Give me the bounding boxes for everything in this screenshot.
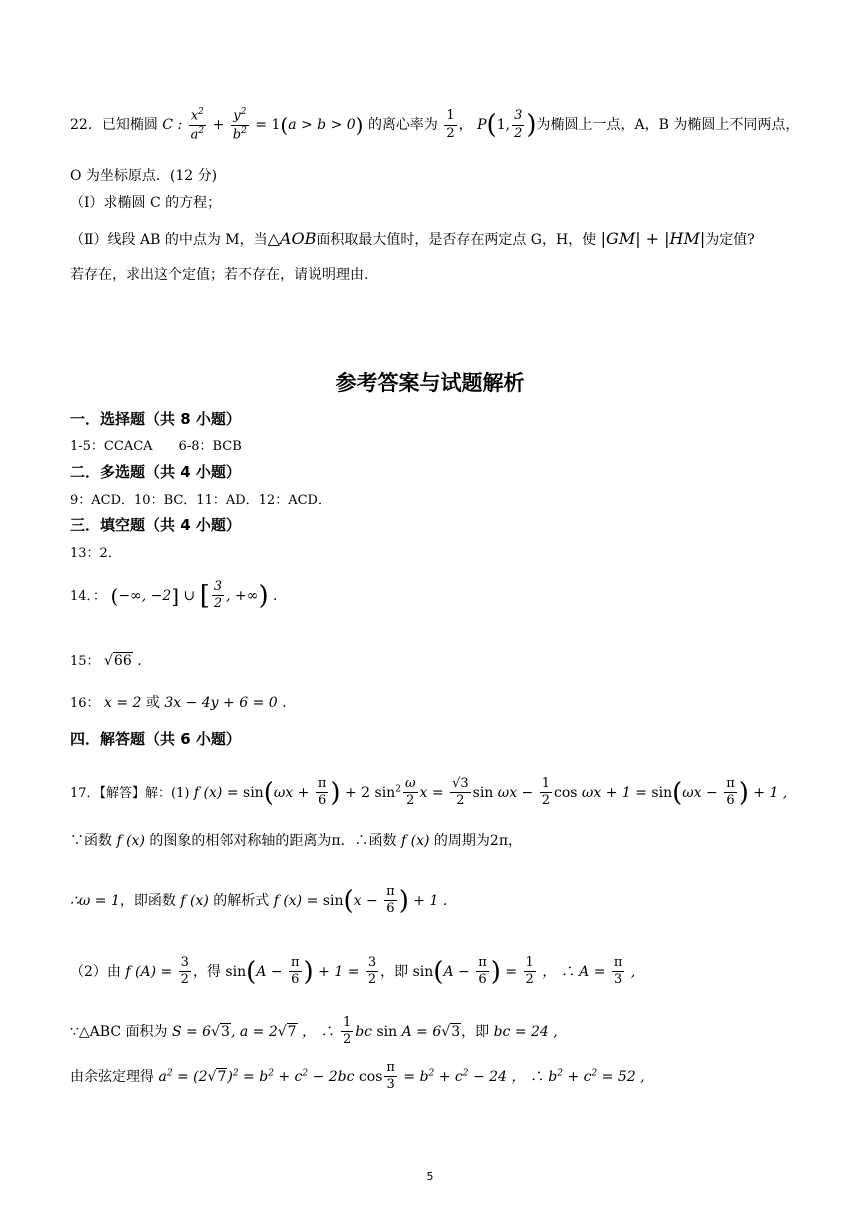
s17-expr5b: bc = 24 ,	[493, 1023, 558, 1040]
answer-14	[70, 580, 278, 612]
sec1-heading: 一．选择题（共 8 小题）	[70, 410, 241, 428]
answer-15-expr: √66 .	[104, 653, 142, 669]
q22-line1	[70, 108, 799, 142]
fx-2: f (x)	[401, 833, 430, 849]
s17-expr6: $a^2 = (2√7)^2 = b^2 + c^2 - 2bc$ cos $\frac{\pi}{3}$ = $b^2 + c^2 - 24$ ， ∴ $b^2 + c^2 = 52$ ,	[158, 1060, 645, 1093]
s17-l2-text-c: ．∴函数	[340, 833, 397, 849]
s17-l3-text-a: ，即函数	[119, 892, 176, 909]
q22-part2	[70, 231, 755, 247]
s17-line5	[70, 1016, 558, 1048]
q22-part2-text-c: 为定值?	[705, 232, 755, 248]
s17-l2-text-d: 的周期为	[433, 833, 490, 849]
q22-text2: 的离心率为	[367, 117, 438, 134]
q22-text4: 为椭圆上一点，	[536, 117, 635, 134]
s17-l4-text-b: ，得	[192, 963, 221, 980]
answer-15	[70, 654, 142, 668]
q22-part1: （Ⅰ）求椭圆 C 的方程；	[70, 195, 222, 211]
answer-15-label: 15：	[70, 654, 100, 669]
q22-number: 22．	[70, 117, 102, 134]
fa-eq: f (A) = $\frac{3}{2}$	[125, 955, 189, 988]
s17-expr5a: S = 6√3, a = 2√7 ， ∴ $\frac{1}{2}$ bc sin A = 6√3	[171, 1015, 461, 1048]
sec3-heading: 三．填空题（共 4 小题）	[70, 516, 241, 534]
answer-14-expr: (−∞, −2] ∪ [ $\frac{3}{2}$ , +∞) .	[110, 579, 278, 612]
q22-part2-text-b: 面积取最大值时，是否存在两定点 G，H，使	[316, 232, 597, 248]
pi-1: π	[331, 833, 341, 849]
s17-label: 17．【解答】解：(1)	[70, 785, 190, 801]
sec2-answers: 9：ACD．10：BC．11：AD．12：ACD．	[70, 493, 331, 508]
answer-16-expr-b: 3x − 4y + 6 = 0 .	[164, 695, 287, 711]
gm-hm-sum: |GM| + |HM|	[600, 229, 706, 248]
s17-l2-text-b: 的图象的相邻对称轴的距离为	[149, 833, 332, 849]
triangle-aob: △AOB	[267, 229, 317, 248]
s17-l5-text-b: ，即	[461, 1023, 490, 1040]
omega-eq: ∴ω = 1	[70, 892, 120, 909]
s17-l3-text-b: 的解析式	[213, 892, 270, 909]
fx-3: f (x)	[180, 892, 209, 909]
s17-l4-text-c: ，即	[380, 963, 409, 980]
sec4-heading: 四．解答题（共 6 小题）	[70, 730, 241, 748]
q22-text1: 已知椭圆	[101, 117, 158, 134]
answer-16-or: 或	[145, 695, 160, 711]
ellipse-equation: C : $\frac{x^2}{a^2}$ + $\frac{y^2}{b^2}$ = 1(a > b > 0)	[162, 107, 364, 142]
answer-title: 参考答案与试题解析	[335, 371, 525, 395]
s17-l4-text-a: （2）由	[70, 963, 121, 980]
s17-l2-text-a: ∵函数	[70, 833, 112, 849]
answer-16-label: 16：	[70, 696, 100, 711]
answer-16	[70, 696, 287, 710]
page-number: 5	[426, 1170, 434, 1183]
q22-text5: A，B 为椭圆上不同两点，	[634, 117, 800, 134]
s17-line3	[70, 885, 447, 917]
point-p: P(1, $\frac{3}{2}$ )	[477, 108, 537, 141]
fx-1: f (x)	[116, 833, 145, 849]
s17-line4	[70, 956, 635, 988]
q22-line2: O 为坐标原点．(12 分)	[70, 168, 218, 184]
s17-line6	[70, 1061, 645, 1093]
eccentricity-fraction: $\frac{1}{2}$	[446, 108, 455, 141]
q22-comma: ，	[458, 117, 473, 134]
q22-part2-text-a: （Ⅱ）线段 AB 的中点为 M，当	[70, 232, 268, 248]
q22-line5: 若存在，求出这个定值；若不存在，请说明理由.	[70, 267, 369, 283]
sec1-answers: 1-5：CCACA 6-8：BCB	[70, 439, 242, 454]
answer-14-label: 14．：	[70, 588, 107, 604]
s17-l6-text-a: 由余弦定理得	[70, 1068, 154, 1085]
two-pi: 2π	[489, 833, 509, 849]
answer-16-expr-a: x = 2	[104, 695, 142, 711]
s17-expr3: f (x) = sin(x − $\frac{\pi}{6}$ ) + 1 .	[273, 884, 448, 917]
sec2-heading: 二．多选题（共 4 小题）	[70, 463, 241, 481]
s17-expr4b: sin(A − $\frac{\pi}{6}$ ) = $\frac{1}{2}$ ， ∴ A = $\frac{\pi}{3}$ ,	[412, 955, 636, 988]
s17-line2: ∵函数 f (x) 的图象的相邻对称轴的距离为π．∴函数 f (x) 的周期为2π，	[70, 833, 523, 849]
s17-line1	[70, 777, 787, 809]
s17-expr4a: sin(A − $\frac{\pi}{6}$ ) + 1 = $\frac{3}{2}$	[225, 955, 377, 988]
s17-l5-text-a: ∵△ABC 面积为	[70, 1023, 168, 1040]
answer-13: 13：2．	[70, 546, 121, 561]
s17-expr1: f (x) = sin(ωx + $\frac{\pi}{6}$ ) + 2 $\sin^2$ $\frac{\omega}{2}$ x = $\frac{√3}{2}$ sin ωx − $\frac{1}{2}$ cos ωx + 1 = sin(ωx − $\frac{\pi}{6}$ ) + 1 ,	[193, 776, 788, 809]
